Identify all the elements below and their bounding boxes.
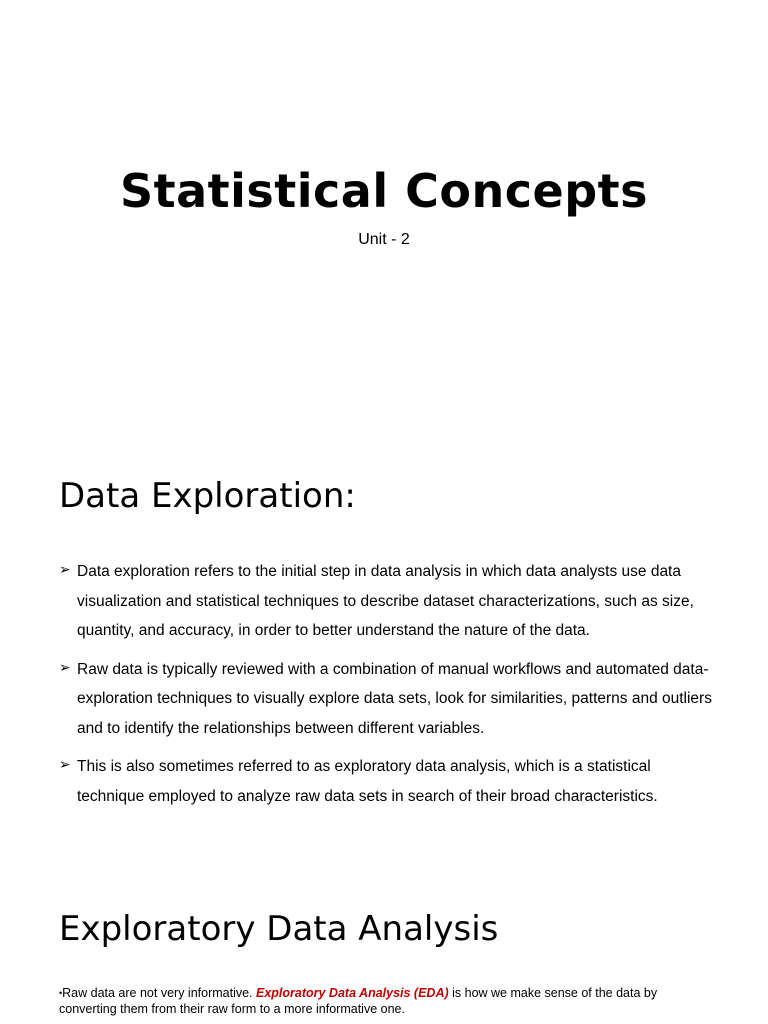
list-item [59,557,719,646]
arrow-bullet-icon: ➢ [59,658,71,675]
page-title: Statistical Concepts [119,164,649,218]
section-heading-data-exploration: Data Exploration: [59,476,356,516]
bullet-text: Data exploration refers to the initial step in data analysis in which data analysts use data visualization and statistical techniques to describe dataset characterizations, such as size, quantity, and accuracy, in order to better understand the nature of the data. [77,563,694,639]
bullet-text: This is also sometimes referred to as exploratory data analysis, which is a statistical technique employed to analyze raw data sets in search of their broad characteristics. [77,758,658,805]
data-exploration-bullet-list [59,557,719,820]
eda-text-before: Raw data are not very informative. [62,986,256,1000]
subtitle: Unit - 2 [358,231,410,248]
eda-text-after: is how we make sense of the data by converting them from their raw form to a more informative one. [59,986,658,1016]
eda-highlight-term: Exploratory Data Analysis (EDA) [256,986,449,1000]
title-slide [0,0,768,440]
list-item [59,655,719,744]
list-item [59,752,719,811]
arrow-bullet-icon: ➢ [59,561,71,577]
arrow-bullet-icon: ➢ [59,756,71,772]
bullet-marker: • [59,988,63,998]
eda-paragraph [59,985,699,1017]
section-heading-eda: Exploratory Data Analysis [59,909,499,949]
bullet-text: Raw data is typically reviewed with a combination of manual workflows and automated data-exploration techniques to visually explore data sets, look for similarities, patterns and outliers and to identify the relationships between different variables. [77,660,712,737]
